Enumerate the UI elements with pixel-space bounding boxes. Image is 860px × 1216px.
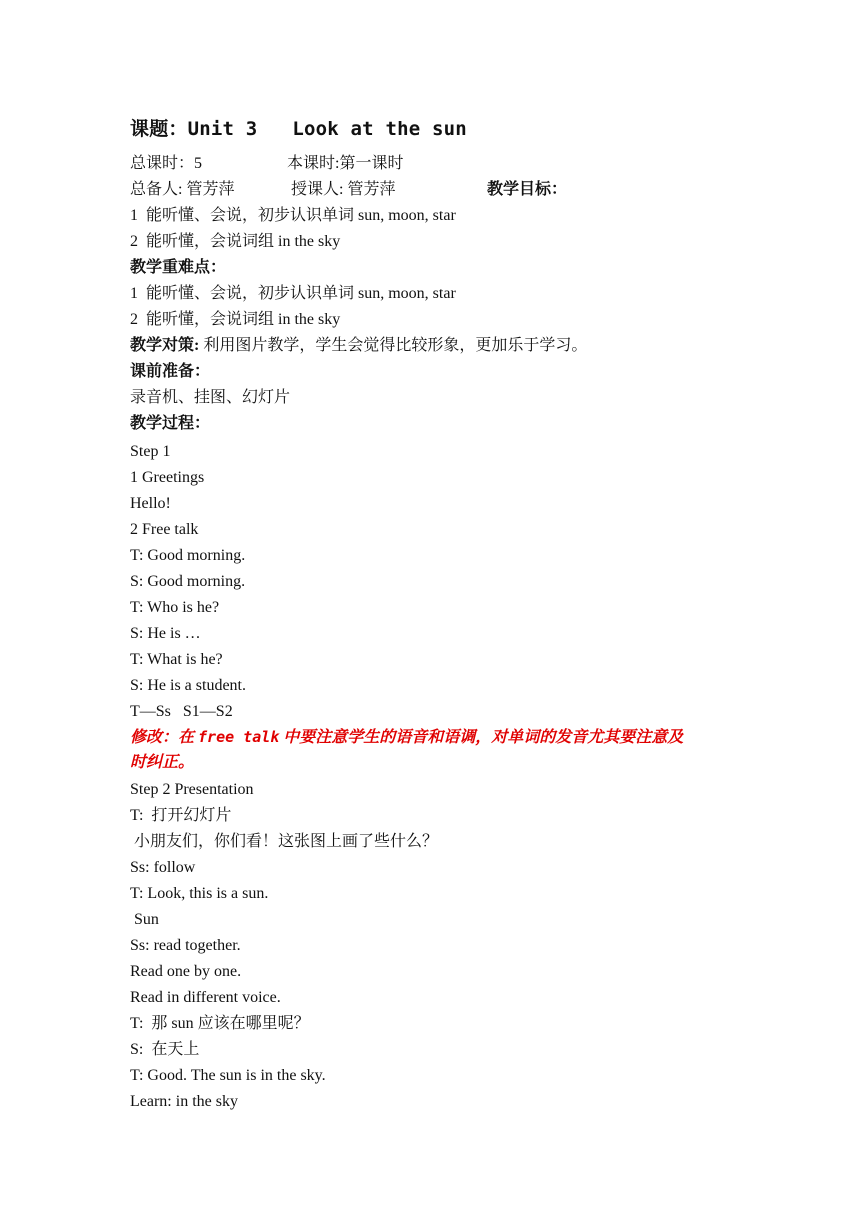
step1-line: S: Good morning. xyxy=(130,573,246,590)
total-hours: 总课时：5 xyxy=(130,155,203,172)
prep-heading: 课前准备： xyxy=(130,363,211,380)
revision-note: 修改：在 free talk 中要注意学生的语音和语调，对单词的发音尤其要注意及 xyxy=(130,728,684,746)
step2-line: Ss: read together. xyxy=(130,937,241,954)
goal-item: 2 能听懂，会说词组 in the sky xyxy=(130,233,341,250)
step2-line: Read in different voice. xyxy=(130,989,281,1006)
step2-line: T: Look, this is a sun. xyxy=(130,885,269,902)
key-point-item: 2 能听懂，会说词组 in the sky xyxy=(130,311,341,328)
step2-line: Read one by one. xyxy=(130,963,242,980)
lesson-title: 课题：Unit 3 Look at the sun xyxy=(130,118,467,140)
step1-line: S: He is … xyxy=(130,625,201,642)
strategy-heading: 教学对策: xyxy=(130,337,200,354)
step1-line: Step 1 xyxy=(130,443,171,460)
step1-line: S: He is a student. xyxy=(130,677,246,694)
key-point-item: 1 能听懂、会说，初步认识单词 sun, moon, star xyxy=(130,285,456,302)
step1-line: T: What is he? xyxy=(130,651,223,668)
key-points-heading: 教学重难点： xyxy=(130,259,227,276)
goal-item: 1 能听懂、会说，初步认识单词 sun, moon, star xyxy=(130,207,456,224)
step2-line: 小朋友们，你们看！这张图上画了些什么？ xyxy=(130,833,439,850)
strategy-line xyxy=(130,335,587,357)
goals-heading: 教学目标： xyxy=(487,181,568,198)
prep-text: 录音机、挂图、幻灯片 xyxy=(130,389,291,406)
step1-line: 1 Greetings xyxy=(130,469,205,486)
step2-line: T: 那 sun 应该在哪里呢？ xyxy=(130,1015,310,1032)
step1-line: T: Good morning. xyxy=(130,547,246,564)
process-heading: 教学过程： xyxy=(130,415,211,432)
step2-line: Step 2 Presentation xyxy=(130,781,254,798)
step2-line: T: 打开幻灯片 xyxy=(130,807,232,824)
step1-line: T—Ss S1—S2 xyxy=(130,703,233,720)
current-hour: 本课时:第一课时 xyxy=(287,155,404,172)
step1-line: Hello! xyxy=(130,495,171,512)
step2-line: Ss: follow xyxy=(130,859,196,876)
step2-line: Sun xyxy=(130,911,159,928)
step1-line: 2 Free talk xyxy=(130,521,199,538)
step2-line: T: Good. The sun is in the sky. xyxy=(130,1067,326,1084)
step2-line: Learn: in the sky xyxy=(130,1093,238,1110)
teacher: 授课人: 管芳萍 xyxy=(291,181,396,198)
step1-line: T: Who is he? xyxy=(130,599,220,616)
step2-line: S: 在天上 xyxy=(130,1041,200,1058)
preparer: 总备人: 管芳萍 xyxy=(130,181,235,198)
revision-note-continued: 时纠正。 xyxy=(130,754,195,771)
strategy-text: 利用图片教学，学生会觉得比较形象，更加乐于学习。 xyxy=(199,337,588,354)
